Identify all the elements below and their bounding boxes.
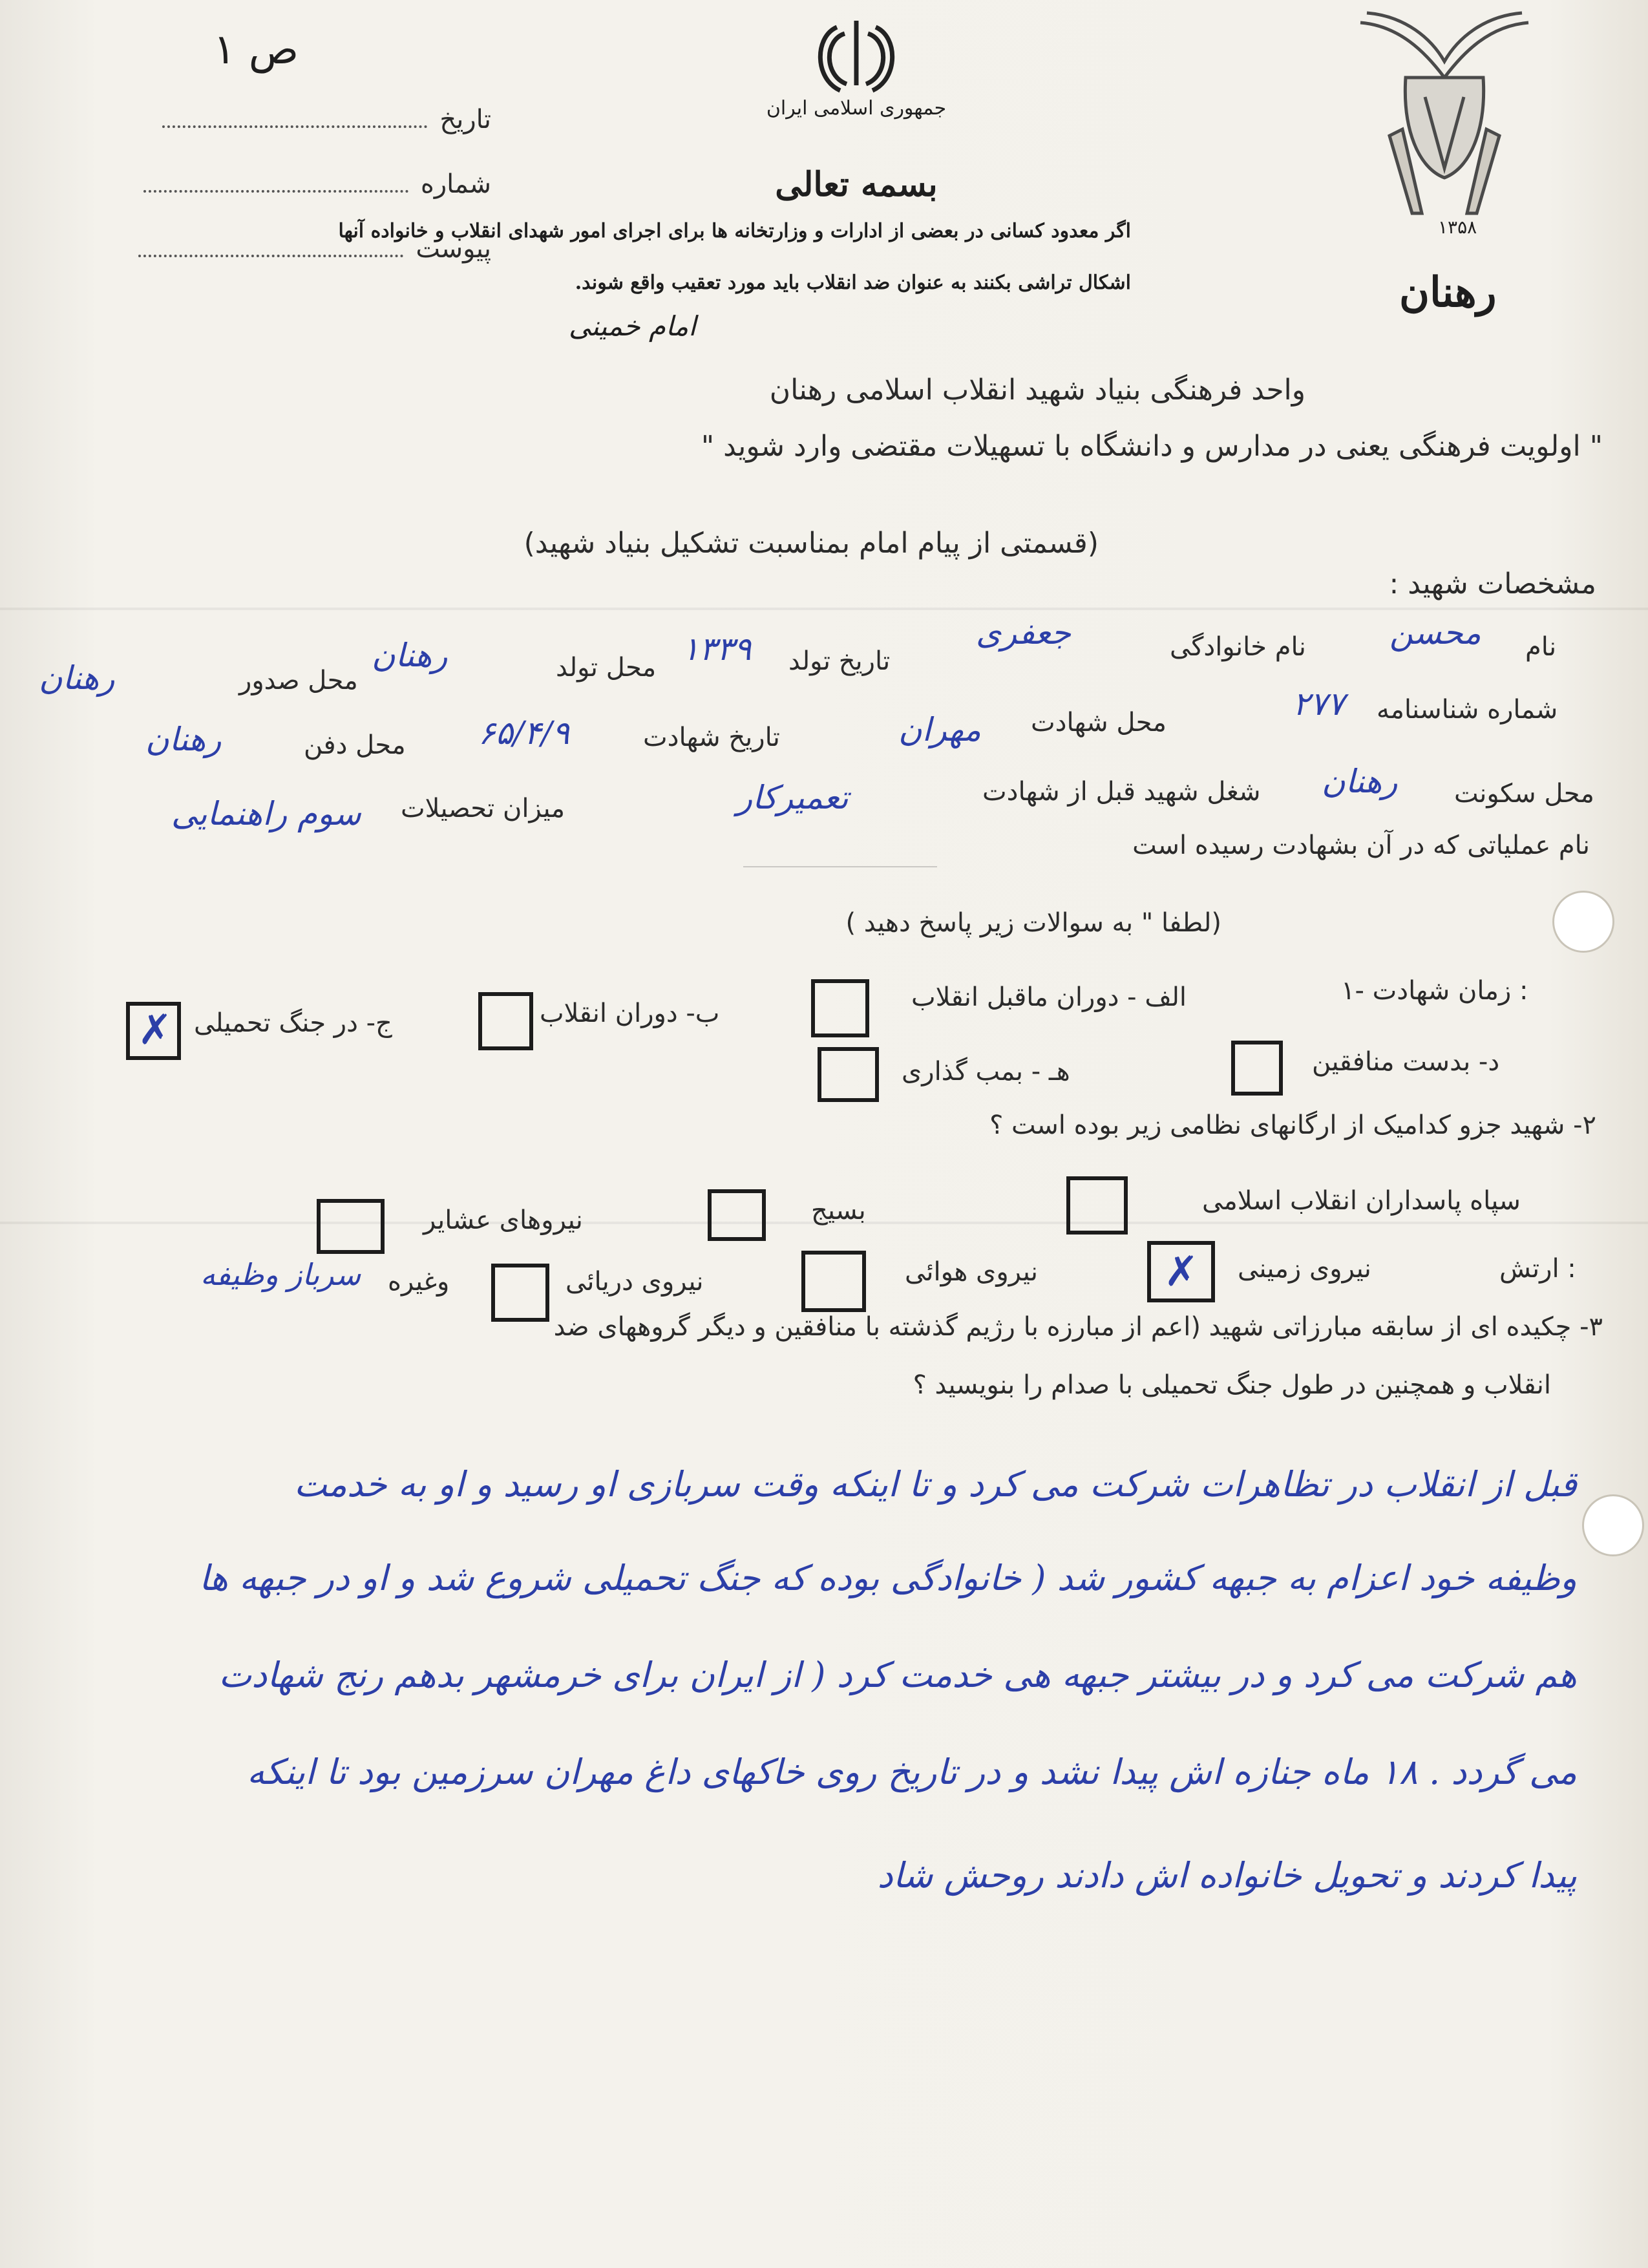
q1-label: ۱- زمان شهادت : <box>1341 976 1528 1006</box>
answer-line-4: می گردد . ۱۸ ماه جنازه اش پیدا نشد و در تاریخ روی خاکهای داغ مهران سرزمین بود تا اینکه <box>247 1752 1577 1792</box>
q2-air-force-label: نیروی هوائی <box>905 1257 1038 1287</box>
q1-option-bombing-checkbox[interactable] <box>818 1047 879 1102</box>
birthdate-label: تاریخ تولد <box>788 646 891 676</box>
iran-emblem-icon <box>811 14 902 95</box>
birthdate-value: ۱۳۳۹ <box>682 630 752 668</box>
q1-option-before-revolution-label: الف - دوران ماقبل انقلاب <box>911 982 1187 1012</box>
birthplace-value: رهنان <box>372 637 448 674</box>
id-number-label: شماره شناسنامه <box>1377 695 1558 725</box>
answer-line-2: وظیفه خود اعزام به جبهه کشور شد ( خانوادگی بوده که جنگ تحمیلی شروع شد و او در جبهه ها <box>199 1558 1577 1598</box>
imam-cultural-quote: " اولویت فرهنگی یعنی در مدارس و دانشگاه با تسهیلات مقتضی وارد شوید " <box>701 430 1603 463</box>
imam-quote-line1: اگر معدود کسانی در بعضی از ادارات و وزارتخانه ها برای اجرای امور شهدای انقلاب و خانواده آنها <box>338 220 1131 242</box>
burial-place-label: محل دفن <box>304 730 406 760</box>
id-number-value: ۲۷۷ <box>1293 685 1345 723</box>
education-label: میزان تحصیلات <box>401 794 565 823</box>
q1-option-before-revolution-checkbox[interactable] <box>811 979 869 1037</box>
burial-place-value: رهنان <box>145 721 222 758</box>
imam-signature: امام خمینی <box>569 310 696 342</box>
q2-air-force-checkbox[interactable] <box>801 1251 866 1312</box>
job-value: تعمیرکار <box>737 779 849 816</box>
q2-sepah-label: سپاه پاسداران انقلاب اسلامی <box>1202 1186 1521 1216</box>
q1-option-revolution-label: ب- دوران انقلاب <box>540 999 720 1028</box>
date-label: تاریخ <box>439 105 491 134</box>
q2-army-label: ارتش : <box>1499 1254 1576 1284</box>
q2-ground-force-label: نیروی زمینی <box>1238 1254 1371 1284</box>
republic-title: جمهوری اسلامی ایران <box>766 97 947 120</box>
martyrdom-date-value: ۶۵/۴/۹ <box>478 714 570 752</box>
paper-fold <box>0 608 1648 610</box>
issue-place-value: رهنان <box>39 659 115 697</box>
punch-hole <box>1552 891 1614 953</box>
city-name: رهنان <box>1399 268 1497 317</box>
residence-value: رهنان <box>1322 763 1398 800</box>
answer-line-3: هم شرکت می کرد و در بیشتر جبهه هی خدمت کرد ( از ایران برای خرمشهر بدهم رنج شهادت <box>218 1655 1577 1695</box>
logo-year: ۱۳۵۸ <box>1438 217 1477 238</box>
answer-line-5: پیدا کردند و تحویل خانواده اش دادند روحش شاد <box>877 1855 1577 1896</box>
q2-tribal-checkbox[interactable] <box>317 1199 385 1254</box>
martyrdom-place-label: محل شهادت <box>1031 708 1167 737</box>
punch-hole <box>1582 1494 1644 1556</box>
name-value: محسن <box>1389 614 1481 652</box>
residence-label: محل سکونت <box>1454 779 1594 809</box>
q2-tribal-label: نیروهای عشایر <box>423 1205 583 1235</box>
date-field <box>136 105 491 134</box>
q1-option-hypocrites-checkbox[interactable] <box>1231 1041 1283 1096</box>
q2-other-value: سرباز وظیفه <box>200 1257 361 1292</box>
issue-place-label: محل صدور <box>239 666 358 695</box>
q3-line1: ۳- چکیده ای از سابقه مبارزاتی شهید (اعم از مبارزه با رژیم گذشته با منافقین و دیگر گروههای ضد <box>553 1312 1603 1342</box>
questions-intro: (لطفا " به سوالات زیر پاسخ دهید ) <box>845 908 1221 938</box>
page-tag: ص ۱ <box>213 26 299 74</box>
basmala: بسمه تعالی <box>775 165 938 204</box>
q2-ground-force-checkbox[interactable] <box>1147 1241 1215 1302</box>
martyrdom-place-value: مهران <box>898 711 982 748</box>
unit-title: واحد فرهنگی بنیاد شهید انقلاب اسلامی رهنان <box>769 374 1305 407</box>
q1-option-revolution-checkbox[interactable] <box>478 992 533 1050</box>
quote-source: (قسمتی از پیام امام بمناسبت تشکیل بنیاد شهید) <box>523 527 1099 560</box>
operation-label: نام عملیاتی که در آن بشهادت رسیده است <box>1132 831 1590 860</box>
q1-option-war-label: ج- در جنگ تحمیلی <box>194 1008 392 1038</box>
family-label: نام خانوادگی <box>1170 632 1306 662</box>
job-label: شغل شهید قبل از شهادت <box>982 777 1261 807</box>
education-value: سوم راهنمایی <box>171 795 361 832</box>
q2-sepah-checkbox[interactable] <box>1066 1176 1128 1235</box>
q2-label: ۲- شهید جزو کدامیک از ارگانهای نظامی زیر بوده است ؟ <box>989 1110 1596 1140</box>
number-label: شماره <box>420 169 491 199</box>
family-value: جعفری <box>976 614 1072 652</box>
number-field <box>136 169 491 199</box>
check-mark-icon: ✗ <box>1164 1248 1199 1296</box>
q1-option-war-checkbox[interactable] <box>126 1002 181 1060</box>
q1-option-bombing-label: هـ - بمب گذاری <box>902 1057 1070 1086</box>
martyrdom-date-label: تاریخ شهادت <box>643 723 780 752</box>
q1-option-hypocrites-label: د- بدست منافقین <box>1312 1047 1500 1077</box>
birthplace-label: محل تولد <box>556 653 657 683</box>
attachment-label: پیوست <box>416 234 491 264</box>
martyr-foundation-logo-icon <box>1347 0 1541 233</box>
operation-blank-line <box>743 866 937 867</box>
q3-line2: انقلاب و همچنین در طول جنگ تحمیلی با صدام را بنویسید ؟ <box>913 1370 1551 1400</box>
check-mark-icon: ✗ <box>138 1006 173 1054</box>
q2-other-label: وغیره <box>388 1267 450 1297</box>
profile-heading: مشخصات شهید : <box>1389 567 1596 600</box>
answer-line-1: قبل از انقلاب در تظاهرات شرکت می کرد و تا اینکه وقت سربازی او رسید و او به خدمت <box>293 1464 1577 1505</box>
imam-quote-line2: اشکال تراشی بکنند به عنوان ضد انقلاب باید مورد تعقیب واقع شوند. <box>575 271 1131 294</box>
q2-basij-label: بسیج <box>811 1196 866 1225</box>
q2-basij-checkbox[interactable] <box>708 1189 766 1241</box>
name-label: نام <box>1525 632 1557 662</box>
q2-navy-label: نیروی دریائی <box>565 1267 704 1297</box>
